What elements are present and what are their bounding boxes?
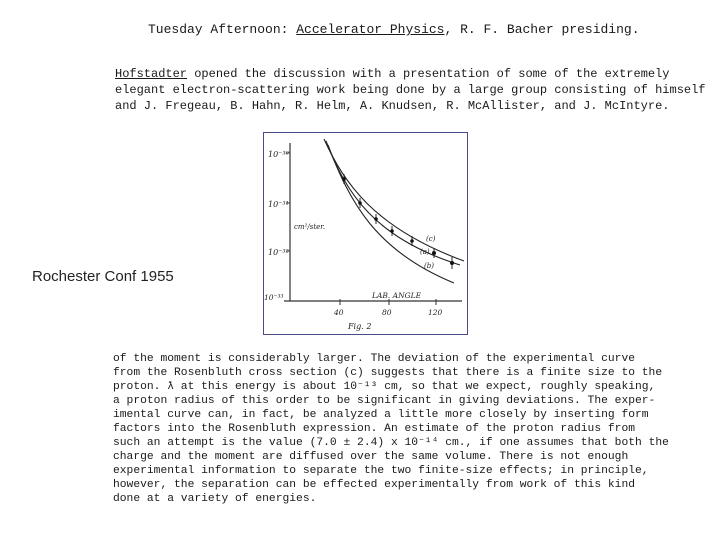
intro-name: Hofstadter xyxy=(115,67,188,81)
body-line: from the Rosenbluth cross section (c) suggests that there is a finite size to the xyxy=(113,367,663,379)
body-line: experimental information to separate the two finite-size effects; in principle, xyxy=(113,465,649,477)
intro-line-1 xyxy=(115,66,670,82)
cross-section-figure xyxy=(263,132,468,335)
fig-label: Fig. 2 xyxy=(348,322,372,331)
session-header xyxy=(148,22,640,37)
body-line: a proton radius of this order to be significant in giving deviations. The exper- xyxy=(113,395,656,407)
curve-label-b: (b) xyxy=(424,262,434,270)
body-line: done at a variety of energies. xyxy=(113,493,317,505)
curve-label-c: (c) xyxy=(426,235,436,243)
curve-c xyxy=(324,139,464,261)
figure-plot xyxy=(264,133,467,334)
y-label-2: 10⁻³¹ xyxy=(268,200,289,209)
body-line: however, the separation can be effected experimentally from work of this kind xyxy=(113,479,636,491)
x-tick-label-80: 80 xyxy=(382,308,392,317)
body-line: charge and the moment are diffused over the same volume. There is not enough xyxy=(113,451,629,463)
body-line: imental curve can, in fact, be analyzed a little more closely by inserting form xyxy=(113,409,649,421)
body-line: proton. ƛ at this energy is about 10⁻¹³ cm, so that we expect, roughly speaking, xyxy=(113,381,656,393)
error-bars xyxy=(344,174,452,269)
unit-label: cm²/ster. xyxy=(294,223,326,231)
x-axis-label: LAB. ANGLE xyxy=(372,291,422,300)
intro-line-3: and J. Fregeau, B. Hahn, R. Helm, A. Knudsen, R. McAllister, and J. McIntyre. xyxy=(115,99,670,113)
header-lead: Tuesday Afternoon: xyxy=(148,22,289,37)
curve-label-a: (a) xyxy=(420,248,430,256)
body-line: such an attempt is the value (7.0 ± 2.4) x 10⁻¹⁴ cm., if one assumes that both the xyxy=(113,437,669,449)
y-label-4: 10⁻³³ xyxy=(264,293,284,302)
header-session: Accelerator Physics xyxy=(296,22,445,37)
body-line: of the moment is considerably larger. The deviation of the experimental curve xyxy=(113,353,636,365)
intro-line1-rest: opened the discussion with a presentation of some of the extremely xyxy=(187,67,670,81)
header-rest: , R. F. Bacher presiding. xyxy=(444,22,640,37)
y-label-3: 10⁻³² xyxy=(268,248,289,257)
body-line: factors into the Rosenbluth expression. An estimate of the proton radius from xyxy=(113,423,636,435)
x-tick-label-120: 120 xyxy=(428,308,443,317)
intro-line-2: elegant electron-scattering work being done by a large group consisting of himself xyxy=(115,83,706,97)
y-label-1: 10⁻³⁰ xyxy=(268,150,289,159)
curve-b xyxy=(328,145,454,283)
x-tick-label-40: 40 xyxy=(334,308,344,317)
slide-caption: Rochester Conf 1955 xyxy=(32,268,174,285)
